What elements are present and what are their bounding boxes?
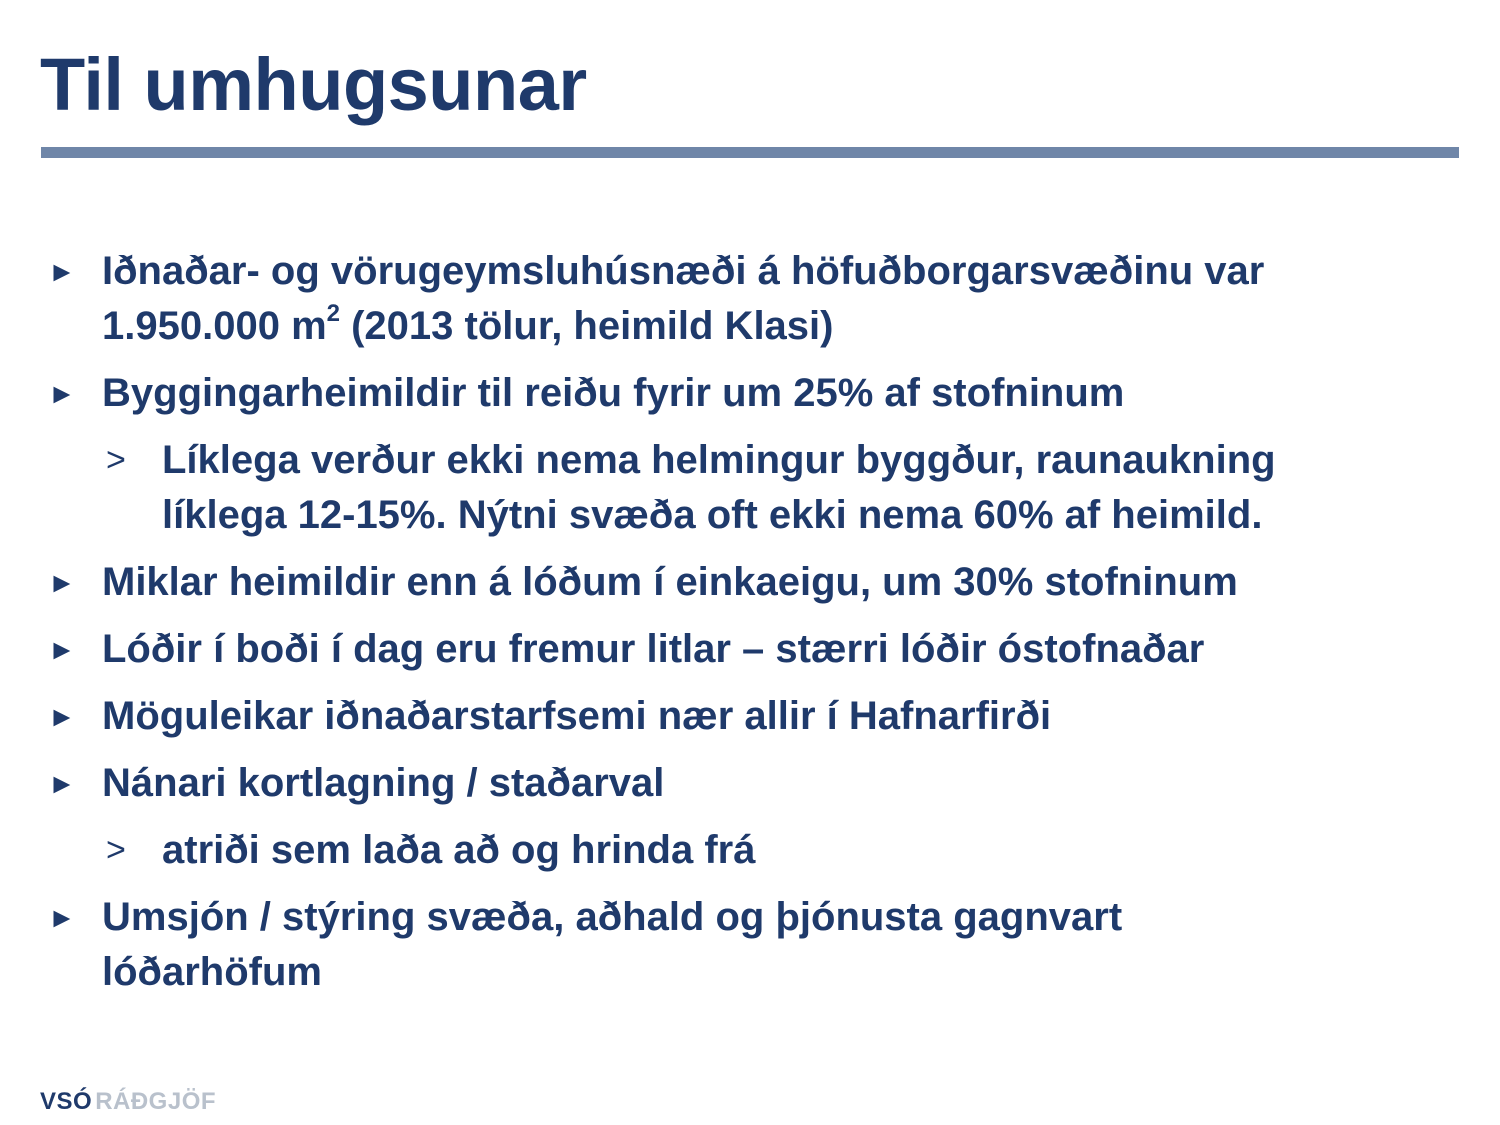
bullet-text: Lóðir í boði í dag eru fremur litlar – stærri lóðir óstofnaðar bbox=[102, 627, 1205, 671]
sub-bullet-chevron-icon: > bbox=[106, 441, 126, 479]
bullet-item bbox=[48, 890, 1468, 1000]
bullet-list bbox=[48, 244, 1468, 1012]
bullet-item bbox=[48, 555, 1468, 610]
logo-text-primary: VSÓ bbox=[40, 1088, 93, 1115]
sub-bullet-text-line: Líklega verður ekki nema helmingur byggður, raunaukning bbox=[162, 438, 1276, 482]
bullet-arrow-icon: ► bbox=[48, 634, 76, 665]
logo-text-secondary: RÁÐGJÖF bbox=[95, 1088, 217, 1115]
bullet-text: Byggingarheimildir til reiðu fyrir um 25% af stofninum bbox=[102, 371, 1125, 415]
slide-title: Til umhugsunar bbox=[40, 43, 587, 126]
company-logo bbox=[40, 1088, 216, 1116]
superscript: 2 bbox=[326, 299, 340, 327]
bullet-text: Möguleikar iðnaðarstarfsemi nær allir í Hafnarfirði bbox=[102, 694, 1052, 738]
bullet-arrow-icon: ► bbox=[48, 256, 76, 287]
sub-bullet-item bbox=[48, 433, 1468, 543]
bullet-text-line: Umsjón / stýring svæða, aðhald og þjónusta gagnvart bbox=[102, 895, 1123, 939]
bullet-item bbox=[48, 756, 1468, 811]
bullet-text: Nánari kortlagning / staðarval bbox=[102, 761, 665, 805]
bullet-text-line bbox=[102, 299, 1468, 354]
title-divider bbox=[41, 147, 1459, 158]
bullet-arrow-icon: ► bbox=[48, 567, 76, 598]
bullet-arrow-icon: ► bbox=[48, 701, 76, 732]
bullet-text-line: Iðnaðar- og vörugeymsluhúsnæði á höfuðborgarsvæðinu var bbox=[102, 249, 1265, 293]
bullet-text-segment: 1.950.000 m bbox=[102, 304, 327, 348]
sub-bullet-chevron-icon: > bbox=[106, 831, 126, 869]
sub-bullet-text: atriði sem laða að og hrinda frá bbox=[162, 828, 756, 872]
bullet-item bbox=[48, 622, 1468, 677]
sub-bullet-text-line: líklega 12-15%. Nýtni svæða oft ekki nema 60% af heimild. bbox=[162, 493, 1263, 537]
bullet-item bbox=[48, 689, 1468, 744]
bullet-text: Miklar heimildir enn á lóðum í einkaeigu, um 30% stofninum bbox=[102, 560, 1238, 604]
bullet-item bbox=[48, 366, 1468, 421]
bullet-arrow-icon: ► bbox=[48, 902, 76, 933]
bullet-arrow-icon: ► bbox=[48, 378, 76, 409]
sub-bullet-item bbox=[48, 823, 1468, 878]
bullet-text-segment: (2013 tölur, heimild Klasi) bbox=[340, 304, 834, 348]
bullet-text-line: lóðarhöfum bbox=[102, 950, 322, 994]
bullet-item bbox=[48, 244, 1468, 354]
bullet-arrow-icon: ► bbox=[48, 768, 76, 799]
